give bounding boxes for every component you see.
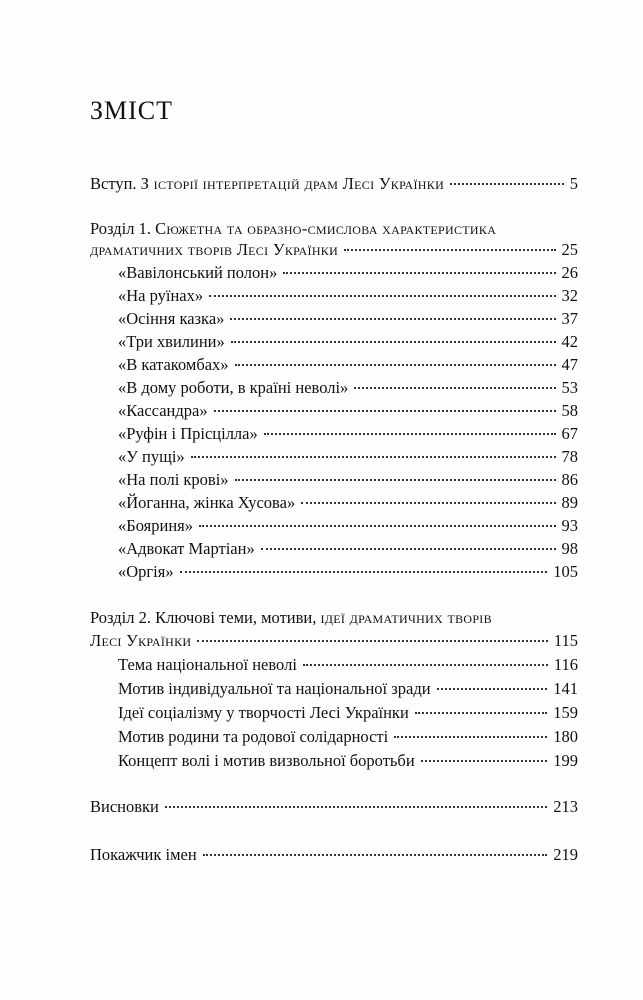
leader-dots (264, 433, 556, 435)
item-page-number: 98 (561, 539, 578, 558)
item-page-number: 89 (561, 493, 578, 512)
leader-dots (197, 640, 547, 642)
chapter1-heading-line2: драматичних творів Лесі Українки (90, 240, 339, 259)
item-label: «В дому роботи, в країні неволі» (118, 378, 349, 397)
item-page-number: 58 (561, 401, 578, 420)
chapter1-page-number: 25 (561, 240, 578, 259)
leader-dots (199, 525, 556, 527)
toc-entry-chapter2-item[interactable] (118, 655, 578, 675)
item-label: Концепт волі і мотив визвольної боротьби (118, 751, 415, 770)
item-label: «Осіння казка» (118, 309, 225, 328)
leader-dots (209, 295, 555, 297)
conclusions-label: Висновки (90, 797, 159, 816)
leader-dots (235, 479, 556, 481)
item-label: «На руїнах» (118, 286, 204, 305)
item-label: Мотив індивідуальної та національної зради (118, 679, 431, 698)
leader-dots (301, 502, 555, 504)
item-label: «Оргія» (118, 562, 174, 581)
item-label: «На полі крові» (118, 470, 229, 489)
chapter2-heading-prefix: Розділ 2. Ключові теми, мотиви, (90, 608, 321, 627)
chapter1-heading-line1[interactable] (90, 219, 496, 239)
toc-entry-chapter2-item[interactable] (118, 727, 578, 747)
item-label: «Вавілонський полон» (118, 263, 278, 282)
item-page-number: 199 (553, 751, 578, 770)
item-page-number: 180 (553, 727, 578, 746)
item-label: «Йоганна, жінка Хусова» (118, 493, 296, 512)
item-page-number: 37 (561, 309, 578, 328)
toc-entry-conclusions[interactable] (90, 797, 578, 817)
chapter2-heading-title: ідеї драматичних творів (320, 608, 492, 627)
toc-entry-intro[interactable] (90, 174, 578, 194)
leader-dots (191, 456, 556, 458)
toc-entry-chapter1-item[interactable] (118, 424, 578, 444)
toc-entry-chapter1-item[interactable] (118, 378, 578, 398)
leader-dots (421, 760, 548, 762)
item-page-number: 105 (553, 562, 578, 581)
leader-dots (261, 548, 556, 550)
leader-dots (450, 183, 564, 185)
chapter2-page-number: 115 (553, 631, 578, 650)
item-label: «Три хвилини» (118, 332, 225, 351)
toc-entry-chapter1-item[interactable] (118, 355, 578, 375)
item-page-number: 26 (561, 263, 578, 282)
item-page-number: 159 (553, 703, 578, 722)
toc-entry-chapter1-item[interactable] (118, 516, 578, 536)
toc-entry-chapter1-item[interactable] (118, 309, 578, 329)
item-label: «В катакомбах» (118, 355, 229, 374)
toc-entry-chapter1-item[interactable] (118, 332, 578, 352)
leader-dots (303, 664, 548, 666)
item-label: «Кассандра» (118, 401, 208, 420)
leader-dots (230, 318, 555, 320)
item-label: «Бояриня» (118, 516, 193, 535)
leader-dots (165, 806, 547, 808)
item-label: «Руфін і Прісцілла» (118, 424, 258, 443)
toc-entry-chapter1-item[interactable] (118, 562, 578, 582)
chapter1-heading-prefix: Розділ 1. (90, 219, 156, 238)
item-label: Мотив родини та родової солідарності (118, 727, 389, 746)
toc-entry-chapter1[interactable] (90, 240, 578, 260)
leader-dots (180, 571, 548, 573)
item-page-number: 86 (561, 470, 578, 489)
item-page-number: 78 (561, 447, 578, 466)
item-page-number: 116 (553, 655, 578, 674)
toc-entry-chapter1-item[interactable] (118, 401, 578, 421)
item-page-number: 141 (553, 679, 578, 698)
leader-dots (354, 387, 555, 389)
chapter2-heading-line1[interactable] (90, 608, 492, 628)
item-page-number: 47 (561, 355, 578, 374)
index-label: Покажчик імен (90, 845, 197, 864)
item-page-number: 32 (561, 286, 578, 305)
toc-entry-chapter2[interactable] (90, 631, 578, 651)
toc-entry-chapter1-item[interactable] (118, 539, 578, 559)
item-label: Ідеї соціалізму у творчості Лесі Українки (118, 703, 409, 722)
toc-entry-chapter1-item[interactable] (118, 263, 578, 283)
chapter1-heading-title: Сюжетна та образно-смислова характеристика (155, 219, 497, 238)
leader-dots (231, 341, 556, 343)
leader-dots (394, 736, 547, 738)
item-page-number: 53 (561, 378, 578, 397)
leader-dots (344, 249, 555, 251)
index-page-number: 219 (553, 845, 578, 864)
toc-entry-chapter2-item[interactable] (118, 679, 578, 699)
item-label: «У пущі» (118, 447, 185, 466)
item-page-number: 93 (561, 516, 578, 535)
toc-entry-chapter1-item[interactable] (118, 286, 578, 306)
toc-entry-chapter1-item[interactable] (118, 470, 578, 490)
page-title: ЗМІСТ (90, 96, 174, 125)
intro-label-title: З історії інтерпретацій драм Лесі Українки (140, 174, 445, 193)
leader-dots (437, 688, 548, 690)
toc-entry-chapter1-item[interactable] (118, 447, 578, 467)
intro-page-number: 5 (569, 174, 578, 193)
item-page-number: 67 (561, 424, 578, 443)
toc-entry-chapter2-item[interactable] (118, 751, 578, 771)
leader-dots (214, 410, 556, 412)
item-label: Тема національної неволі (118, 655, 297, 674)
leader-dots (235, 364, 556, 366)
item-label: «Адвокат Мартіан» (118, 539, 255, 558)
intro-label-prefix: Вступ. (90, 174, 141, 193)
item-page-number: 42 (561, 332, 578, 351)
toc-entry-chapter2-item[interactable] (118, 703, 578, 723)
conclusions-page-number: 213 (553, 797, 578, 816)
chapter2-heading-line2: Лесі Українки (90, 631, 192, 650)
leader-dots (283, 272, 555, 274)
leader-dots (203, 854, 548, 856)
leader-dots (415, 712, 547, 714)
toc-entry-index[interactable] (90, 845, 578, 865)
toc-entry-chapter1-item[interactable] (118, 493, 578, 513)
